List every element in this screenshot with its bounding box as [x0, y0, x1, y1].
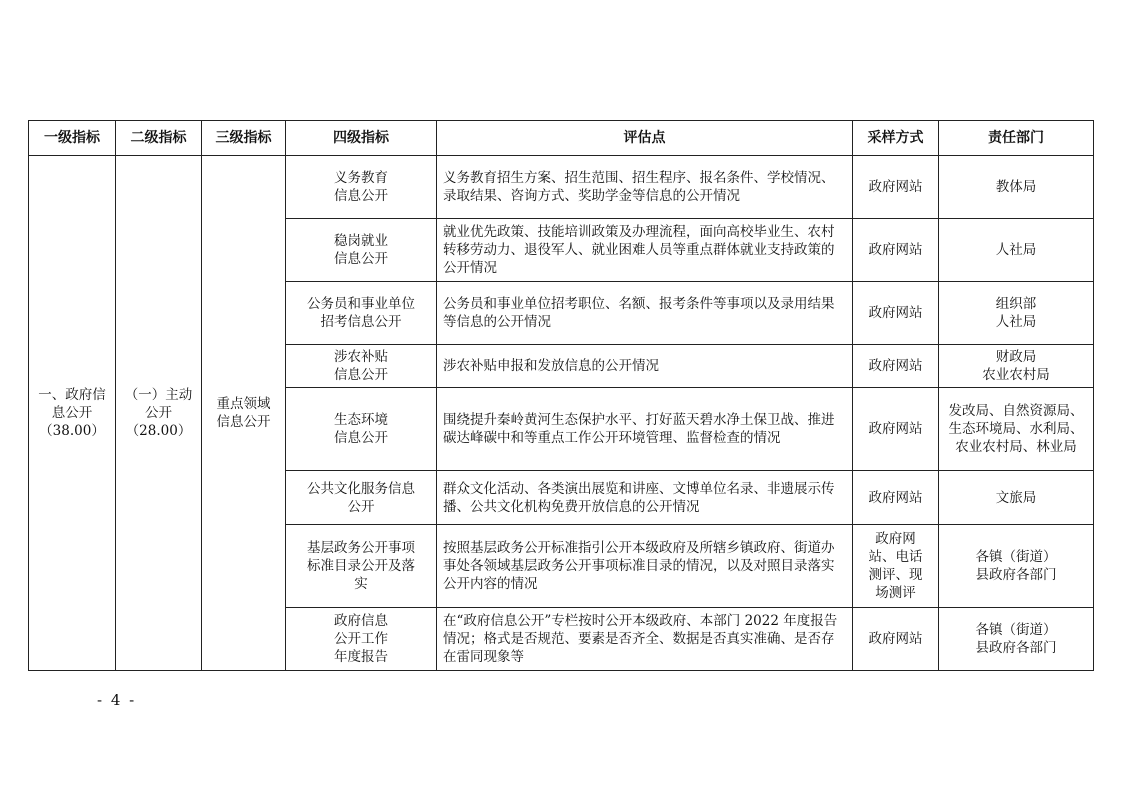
header-level3: 三级指标 [202, 121, 286, 156]
responsible-dept-cell: 人社局 [939, 219, 1094, 282]
responsible-dept-cell: 财政局 农业农村局 [939, 345, 1094, 388]
evaluation-point-cell: 按照基层政务公开标准指引公开本级政府及所辖乡镇政府、街道办事处各领域基层政务公开事项标准目录的情况，以及对照目录落实公开内容的情况 [437, 525, 853, 608]
indicator-cell: 政府信息 公开工作 年度报告 [286, 608, 437, 671]
header-level1: 一级指标 [29, 121, 116, 156]
evaluation-point-cell: 围绕提升秦岭黄河生态保护水平、打好蓝天碧水净土保卫战、推进碳达峰碳中和等重点工作公开环境管理、监督检查的情况 [437, 388, 853, 471]
sampling-method-cell: 政府网站 [853, 282, 939, 345]
header-sampling-method: 采样方式 [853, 121, 939, 156]
level3-cell: 重点领域 信息公开 [202, 156, 286, 671]
indicator-cell: 义务教育 信息公开 [286, 156, 437, 219]
header-responsible-dept: 责任部门 [939, 121, 1094, 156]
responsible-dept-cell: 文旅局 [939, 471, 1094, 525]
evaluation-point-cell: 涉农补贴申报和发放信息的公开情况 [437, 345, 853, 388]
indicator-cell: 生态环境 信息公开 [286, 388, 437, 471]
sampling-method-cell: 政府网站 [853, 388, 939, 471]
sampling-method-cell: 政府网站 [853, 608, 939, 671]
evaluation-point-cell: 就业优先政策、技能培训政策及办理流程，面向高校毕业生、农村转移劳动力、退役军人、就业困难人员等重点群体就业支持政策的公开情况 [437, 219, 853, 282]
evaluation-point-cell: 在“政府信息公开”专栏按时公开本级政府、本部门 2022 年度报告情况；格式是否规范、要素是否齐全、数据是否真实准确、是否存在雷同现象等 [437, 608, 853, 671]
header-level4: 四级指标 [286, 121, 437, 156]
indicator-cell: 涉农补贴 信息公开 [286, 345, 437, 388]
evaluation-table-container [28, 120, 1093, 671]
evaluation-table [28, 120, 1094, 671]
responsible-dept-cell: 教体局 [939, 156, 1094, 219]
header-evaluation-point: 评估点 [437, 121, 853, 156]
header-level2: 二级指标 [116, 121, 202, 156]
indicator-cell: 公务员和事业单位 招考信息公开 [286, 282, 437, 345]
indicator-cell: 公共文化服务信息 公开 [286, 471, 437, 525]
responsible-dept-cell: 发改局、自然资源局、生态环境局、水利局、农业农村局、林业局 [939, 388, 1094, 471]
sampling-method-cell: 政府网站 [853, 345, 939, 388]
sampling-method-cell: 政府网站 [853, 471, 939, 525]
level2-cell: （一）主动公开 （28.00） [116, 156, 202, 671]
responsible-dept-cell: 各镇（街道） 县政府各部门 [939, 608, 1094, 671]
sampling-method-cell: 政府网 站、电话 测评、现 场测评 [853, 525, 939, 608]
evaluation-point-cell: 公务员和事业单位招考职位、名额、报考条件等事项以及录用结果等信息的公开情况 [437, 282, 853, 345]
page-number: - 4 - [97, 691, 137, 709]
indicator-cell: 稳岗就业 信息公开 [286, 219, 437, 282]
sampling-method-cell: 政府网站 [853, 219, 939, 282]
table-row [29, 156, 1094, 219]
level1-cell: 一、政府信息公开 （38.00） [29, 156, 116, 671]
table-header-row [29, 121, 1094, 156]
evaluation-point-cell: 义务教育招生方案、招生范围、招生程序、报名条件、学校情况、录取结果、咨询方式、奖助学金等信息的公开情况 [437, 156, 853, 219]
indicator-cell: 基层政务公开事项 标准目录公开及落 实 [286, 525, 437, 608]
evaluation-point-cell: 群众文化活动、各类演出展览和讲座、文博单位名录、非遗展示传播、公共文化机构免费开放信息的公开情况 [437, 471, 853, 525]
responsible-dept-cell: 组织部 人社局 [939, 282, 1094, 345]
responsible-dept-cell: 各镇（街道） 县政府各部门 [939, 525, 1094, 608]
sampling-method-cell: 政府网站 [853, 156, 939, 219]
